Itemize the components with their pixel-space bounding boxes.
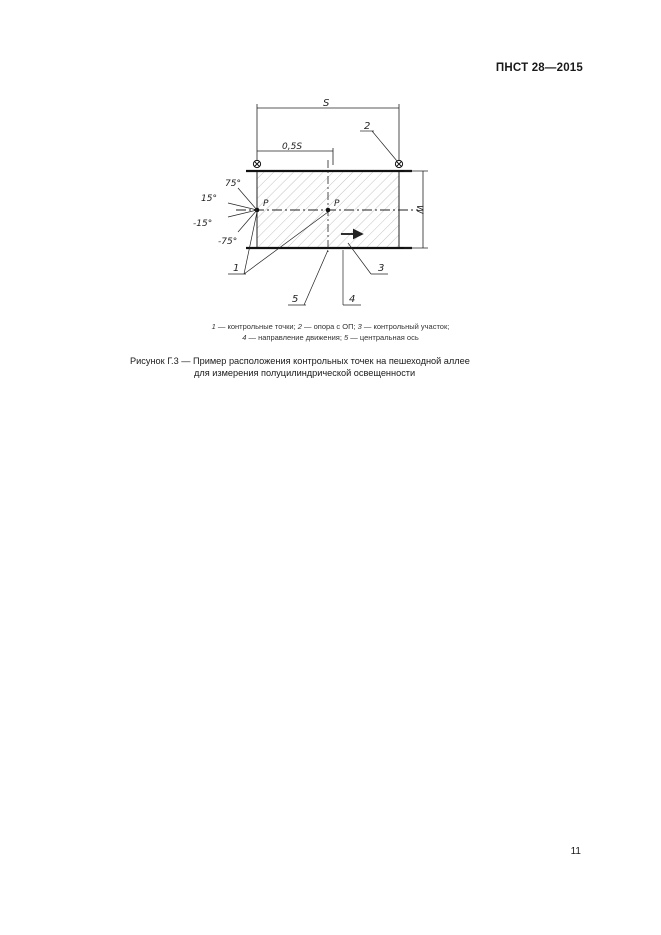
walkway-diagram: [0, 0, 661, 330]
angle-neg15-label: -15°: [193, 219, 213, 229]
legend-num: 5: [344, 333, 349, 342]
angle-15-label: 15°: [201, 194, 217, 204]
legend-text: — центральная ось: [348, 333, 419, 342]
legend-line-2: [0, 332, 661, 343]
point-p2-label: P: [334, 199, 340, 209]
page-number: 11: [570, 846, 581, 857]
legend-num: 4: [242, 333, 247, 342]
light-pole-right: [395, 160, 402, 167]
point-p1-label: P: [263, 199, 269, 209]
legend-line-1: [0, 321, 661, 332]
caption-line-2: для измерения полуцилиндрической освещенности: [194, 368, 416, 378]
figure-legend: [0, 321, 661, 343]
legend-num: 2: [297, 322, 302, 331]
legend-text: — контрольный участок;: [361, 322, 450, 331]
light-pole-left: [253, 160, 260, 167]
angle-neg75-label: -75°: [218, 237, 238, 247]
callout-1-label: 1: [233, 263, 240, 274]
callout-5-leader: [304, 250, 328, 305]
control-point-p2: [326, 208, 331, 213]
legend-num: 1: [211, 322, 216, 331]
callout-3-label: 3: [378, 263, 385, 274]
dim-half-s-label: 0,5S: [282, 142, 303, 152]
legend-num: 3: [357, 322, 362, 331]
legend-text: — направление движения;: [246, 333, 345, 342]
document-code: ПНСТ 28—2015: [495, 62, 583, 74]
callout-2-leader: [372, 131, 397, 161]
callout-1-leader-a: [244, 212, 257, 274]
caption-line-1: Рисунок Г.3 — Пример расположения контрольных точек на пешеходной аллее: [130, 356, 470, 366]
legend-text: — опора с ОП;: [301, 322, 358, 331]
dim-s-label: S: [323, 98, 330, 109]
dim-w-label: W: [414, 205, 424, 214]
callout-4-label: 4: [349, 294, 356, 305]
legend-text: — контрольные точки;: [215, 322, 298, 331]
callout-2-label: 2: [364, 121, 371, 132]
figure-caption: [130, 355, 550, 379]
callout-5-label: 5: [292, 294, 299, 305]
angle-75-label: 75°: [225, 179, 241, 189]
